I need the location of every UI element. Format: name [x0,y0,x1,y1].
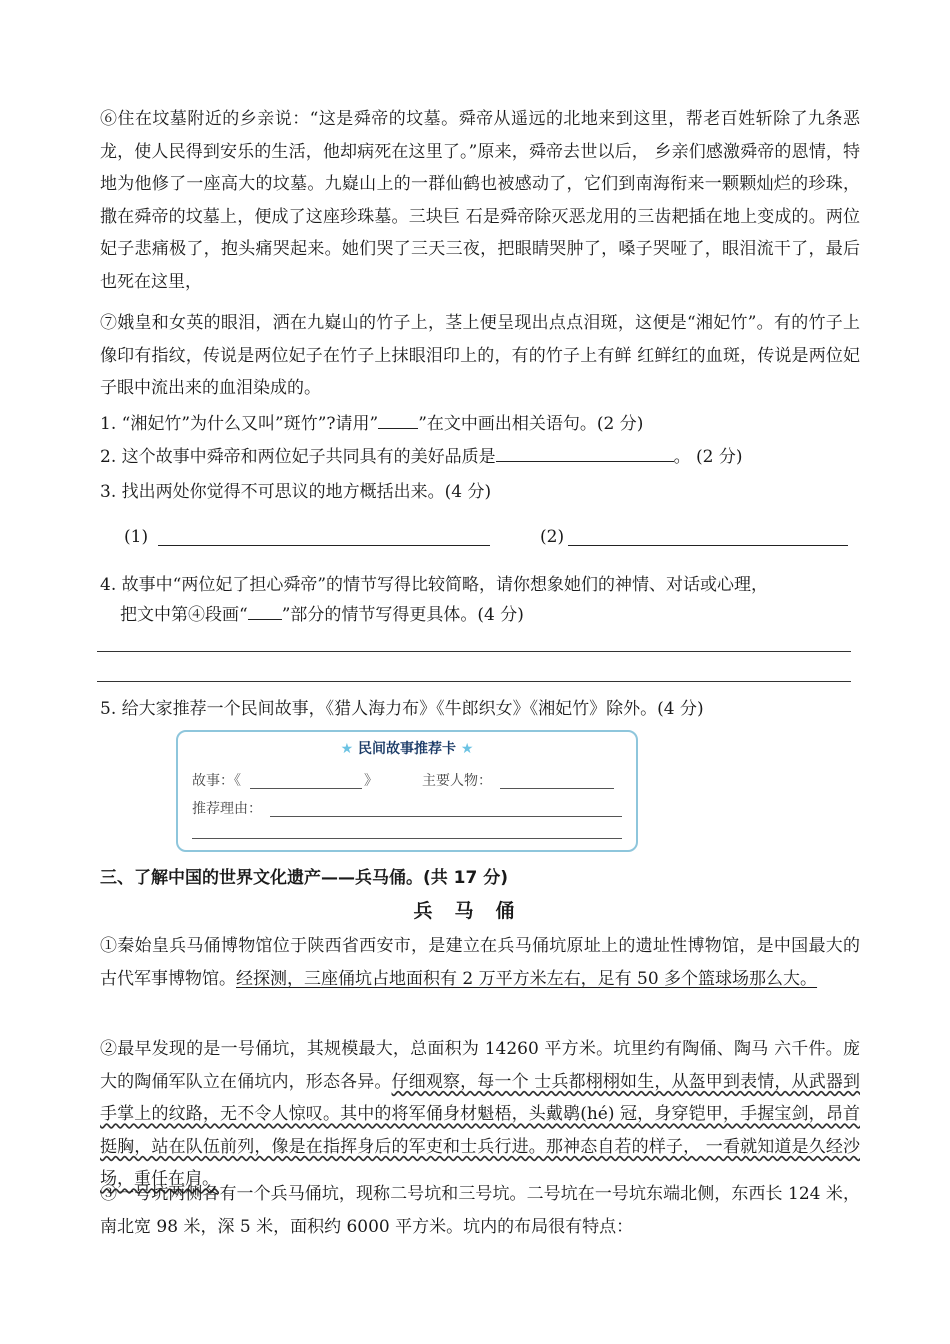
story-paragraph-7: ⑦娥皇和女英的眼泪，洒在九嶷山的竹子上，茎上便呈现出点点泪斑，这便是“湘妃竹”。有的竹子上像印有指纹，传说是两位妃子在竹子上抹眼泪印上的，有的竹子上有鲜 红鲜红的血斑，传说是两位妃子眼中流出来的血泪染成的。 [100,313,860,398]
question-4-text-a: 把文中第④段画“ [120,605,248,625]
question-1-text-a: 1. “湘妃竹”为什么又叫”斑竹”?请用” [100,414,379,434]
question-2-text-b: 。 (2 分) [673,447,743,467]
recommendation-card [176,730,638,852]
question-2-answer-blank[interactable] [496,445,674,462]
question-4-text-b: ”部分的情节写得更具体。(4 分) [281,605,524,625]
card-title [178,738,636,758]
question-4-line-2 [120,603,524,627]
star-icon: ★ [340,741,354,757]
question-3-label-2: (2) [540,527,565,547]
question-3-answer-line-2[interactable] [568,545,848,546]
question-1 [100,412,643,436]
card-reason-blank-1[interactable] [270,816,622,817]
question-3: 3. 找出两处你觉得不可思议的地方概括出来。(4 分) [100,482,492,502]
card-reason-label: 推荐理由： [192,801,262,817]
question-1-text-b: ”在文中画出相关语句。(2 分) [418,414,644,434]
terracotta-paragraph-2-text: ②最早发现的是一号俑坑，其规模最大，总面积为 14260 平方米。坑里约有陶俑、陶马 六千件。庞大的陶俑军队立在俑坑内，形态各异。 [100,1039,860,1092]
question-2-text-a: 2. 这个故事中舜帝和两位妃子共同具有的美好品质是 [100,447,496,467]
question-3-answer-line-1[interactable] [158,545,490,546]
question-2 [100,445,743,469]
terracotta-paragraph-1-text: ①秦始皇兵马俑博物馆位于陕西省西安市，是建立在兵马俑坑原址上的遗址性博物馆，是中国最大的古代军事博物馆。 [100,936,860,989]
question-4-line-1: 4. 故事中“两位妃了担心舜帝”的情节写得比较简略，请你想象她们的神情、对话或心理， [100,575,769,595]
article-title: 兵马俑 [413,900,537,922]
question-3-label-1: (1) [124,527,149,547]
card-story-blank[interactable] [250,788,362,789]
terracotta-paragraph-3: ③一号坑两侧各有一个兵马俑坑，现称二号坑和三号坑。二号坑在一号坑东端北侧，东西长 124 米，南北宽 98 米，深 5 米，面积约 6000 平方米。坑内的布局很有特点： [100,1184,860,1237]
question-4-answer-line-1[interactable] [97,651,851,652]
terracotta-paragraph-1-underlined: 经探测，三座俑坑占地面积有 2 万平方米左右，足有 50 多个篮球场那么大。 [236,968,818,989]
terracotta-paragraph-2-wavy-underlined: 仔细观察，每一个 士兵都栩栩如生，从盔甲到表情，从武器到手掌上的纹路，无不令人惊叹。其中的将军俑身材魁梧，头戴鹖(hé) 冠，身穿铠甲，手握宝剑，昂首挺胸，站在队伍前列，像是在指挥身后的军吏和士兵行进。那神态自若的样子， 一看就知道是久经沙场，重任在肩。 [100,1071,860,1189]
card-character-blank[interactable] [500,788,614,789]
section-3-heading: 三、了解中国的世界文化遗产——兵马俑。(共 17 分) [100,868,509,888]
story-paragraph-6: ⑥住在坟墓附近的乡亲说：“这是舜帝的坟墓。舜帝从遥远的北地来到这里，帮老百姓斩除了九条恶龙，使人民得到安乐的生活，他却病死在这里了。”原来，舜帝去世以后， 乡亲们感激舜帝的恩情，特地为他修了一座高大的坟墓。九嶷山上的一群仙鹤也被感动了，它们到南海衔来一颗颗灿烂的珍珠，撒在舜帝的坟墓上，便成了这座珍珠墓。三块巨 石是舜帝除灭恶龙用的三齿耙插在地上变成的。两位妃子悲痛极了，抱头痛哭起来。她们哭了三天三夜，把眼睛哭肿了，嗓子哭哑了，眼泪流干了，最后也死在这里， [100,109,860,292]
question-1-mark-sample [378,412,418,429]
card-story-label: 故事：《 [192,773,241,789]
question-4-mark-sample [248,603,282,620]
card-title-text: 民间故事推荐卡 [358,741,456,757]
star-icon: ★ [460,741,474,757]
terracotta-paragraph-1 [100,930,860,995]
card-story-close: 》 [364,773,378,789]
question-5: 5. 给大家推荐一个民间故事，《猎人海力布》《牛郎织女》《湘妃竹》除外。(4 分) [100,699,704,719]
card-character-label: 主要人物： [422,773,492,789]
question-4-answer-line-2[interactable] [97,681,851,682]
terracotta-paragraph-2 [100,1033,860,1196]
card-reason-blank-2[interactable] [192,838,622,839]
